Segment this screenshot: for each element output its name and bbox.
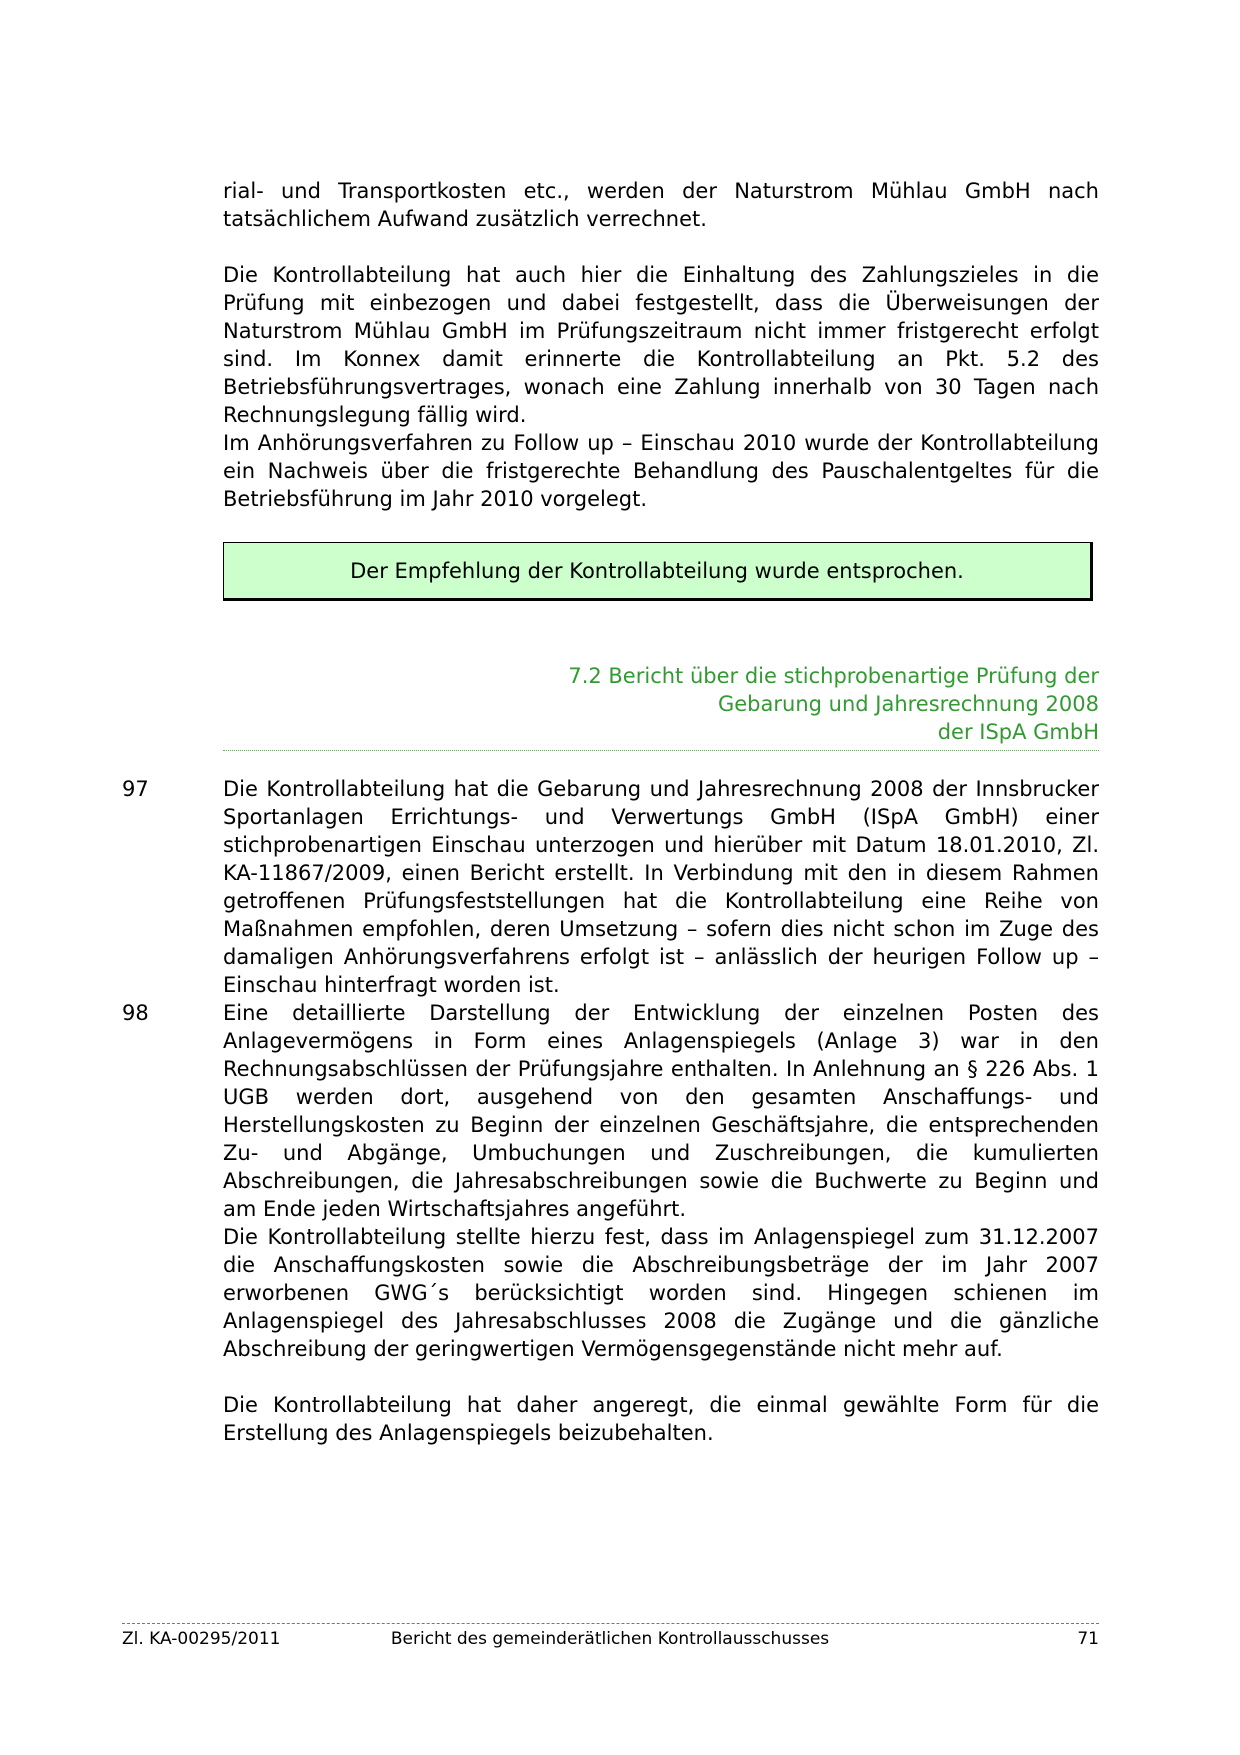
section-heading-line-1: 7.2 Bericht über die stichprobenartige Prüfung der — [568, 664, 1099, 688]
callout-text: Der Empfehlung der Kontrollabteilung wurde entsprochen. — [350, 558, 964, 583]
footer-reference: Zl. KA-00295/2011 — [122, 1629, 281, 1649]
item-number-97: 97 — [122, 777, 149, 801]
section-heading-line-2: Gebarung und Jahresrechnung 2008 — [717, 692, 1099, 716]
item-text-98: Eine detaillierte Darstellung der Entwicklung der einzelnen Posten des Anlagevermögens in Form eines Anlagenspiegels (Anlage 3) war in den Rechnungsabschlüssen der Prüfungsjahre enthalten. In Anlehnung an § 226 Abs. 1 UGB werden dort, ausgehend von den gesamten Anschaffungs- und Herstellungskosten zu Beginn der einzelnen Geschäftsjahre, die entsprechenden Zu- und Abgänge, Umbuchungen und Zuschreibungen, die kumulierten Abschreibungen, die Jahresabschreibungen sowie die Buchwerte zu Beginn und am Ende jeden Wirtschaftsjahres angeführt. — [223, 1001, 1099, 1221]
paragraph-anhoerung: Im Anhörungsverfahren zu Follow up – Einschau 2010 wurde der Kontrollabteilung ein Nachweis über die fristgerechte Behandlung des Pauschalentgeltes für die Betriebsführung im Jahr 2010 vorgelegt. — [223, 431, 1099, 511]
item-text-97: Die Kontrollabteilung hat die Gebarung und Jahresrechnung 2008 der Innsbrucker Sportanlagen Errichtungs- und Verwertungs GmbH (ISpA GmbH) einer stichprobenartigen Einschau unterzogen und hierüber mit Datum 18.01.2010, Zl. KA-11867/2009, einen Bericht erstellt. In Verbindung mit den in diesem Rahmen getroffenen Prüfungsfeststellungen hat die Kontrollabteilung eine Reihe von Maßnahmen empfohlen, deren Umsetzung – sofern dies nicht schon im Zuge des damaligen Anhörungsverfahrens erfolgt ist – anlässlich der heurigen Follow up – Einschau hinterfragt worden ist. — [223, 777, 1099, 997]
footer-divider — [122, 1623, 1099, 1624]
section-heading-line-3: der ISpA GmbH — [937, 720, 1099, 744]
item-number-98: 98 — [122, 1001, 149, 1025]
recommendation-callout — [223, 542, 1093, 601]
paragraph-anlagenspiegel-recommendation: Die Kontrollabteilung hat daher angeregt, die einmal gewählte Form für die Erstellung des Anlagenspiegels beizubehalten. — [223, 1393, 1099, 1445]
footer-title: Bericht des gemeinderätlichen Kontrollausschusses — [390, 1629, 830, 1649]
section-divider — [223, 750, 1099, 751]
paragraph-anlagenspiegel-finding: Die Kontrollabteilung stellte hierzu fest, dass im Anlagenspiegel zum 31.12.2007 die Anschaffungskosten sowie die Abschreibungsbeträge der im Jahr 2007 erworbenen GWG´s berücksichtigt worden sind. Hingegen schienen im Anlagenspiegel des Jahresabschlusses 2008 die Zugänge und die gänzliche Abschreibung der geringwertigen Vermögensgegenstände nicht mehr auf. — [223, 1225, 1099, 1361]
paragraph-zahlungsziel: Die Kontrollabteilung hat auch hier die Einhaltung des Zahlungszieles in die Prüfung mit einbezogen und dabei festgestellt, dass die Überweisungen der Naturstrom Mühlau GmbH im Prüfungszeitraum nicht immer fristgerecht erfolgt sind. Im Konnex damit erinnerte die Kontrollabteilung an Pkt. 5.2 des Betriebsführungsvertrages, wonach eine Zahlung innerhalb von 30 Tagen nach Rechnungslegung fällig wird. — [223, 263, 1099, 427]
section-heading — [568, 662, 1099, 746]
page-number: 71 — [1077, 1629, 1099, 1649]
paragraph-intro: rial- und Transportkosten etc., werden der Naturstrom Mühlau GmbH nach tatsächlichem Aufwand zusätzlich verrechnet. — [223, 179, 1099, 231]
